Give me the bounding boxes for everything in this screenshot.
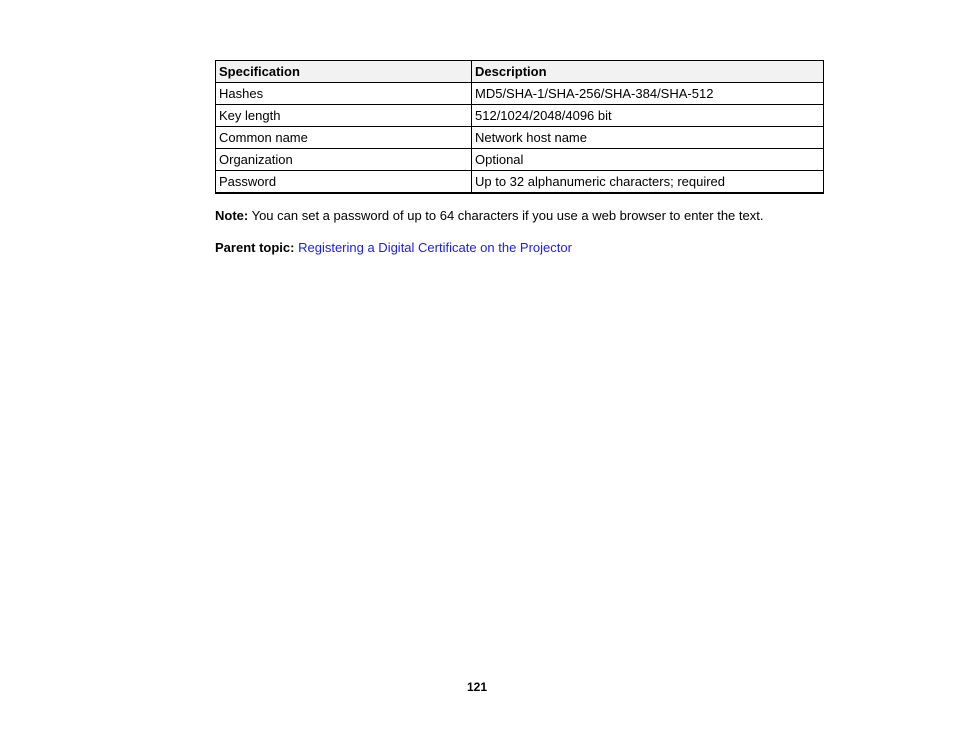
- table-header-row: [216, 61, 824, 83]
- specification-table: [215, 60, 824, 194]
- table-cell-specification: Common name: [216, 127, 472, 149]
- table-cell-description: 512/1024/2048/4096 bit: [472, 105, 824, 127]
- note-paragraph: [215, 208, 763, 224]
- note-label: Note:: [215, 208, 249, 223]
- parent-topic-link[interactable]: Registering a Digital Certificate on the Projector: [298, 240, 572, 255]
- table-cell-specification: Password: [216, 171, 472, 194]
- note-text: You can set a password of up to 64 characters if you use a web browser to enter the text.: [248, 208, 764, 223]
- table-cell-description: Network host name: [472, 127, 824, 149]
- table-row: [216, 127, 824, 149]
- table-row: [216, 149, 824, 171]
- page-number: 121: [466, 680, 488, 694]
- table-cell-description: Up to 32 alphanumeric characters; required: [472, 171, 824, 194]
- table-row: [216, 171, 824, 194]
- table-row: [216, 105, 824, 127]
- column-header-specification: Specification: [216, 61, 472, 83]
- table-cell-description: Optional: [472, 149, 824, 171]
- table-row: [216, 83, 824, 105]
- column-header-description: Description: [472, 61, 824, 83]
- parent-topic-paragraph: [215, 240, 572, 256]
- table-cell-specification: Organization: [216, 149, 472, 171]
- table-cell-specification: Hashes: [216, 83, 472, 105]
- table-cell-description: MD5/SHA-1/SHA-256/SHA-384/SHA-512: [472, 83, 824, 105]
- table-cell-specification: Key length: [216, 105, 472, 127]
- parent-topic-label: Parent topic:: [215, 240, 295, 255]
